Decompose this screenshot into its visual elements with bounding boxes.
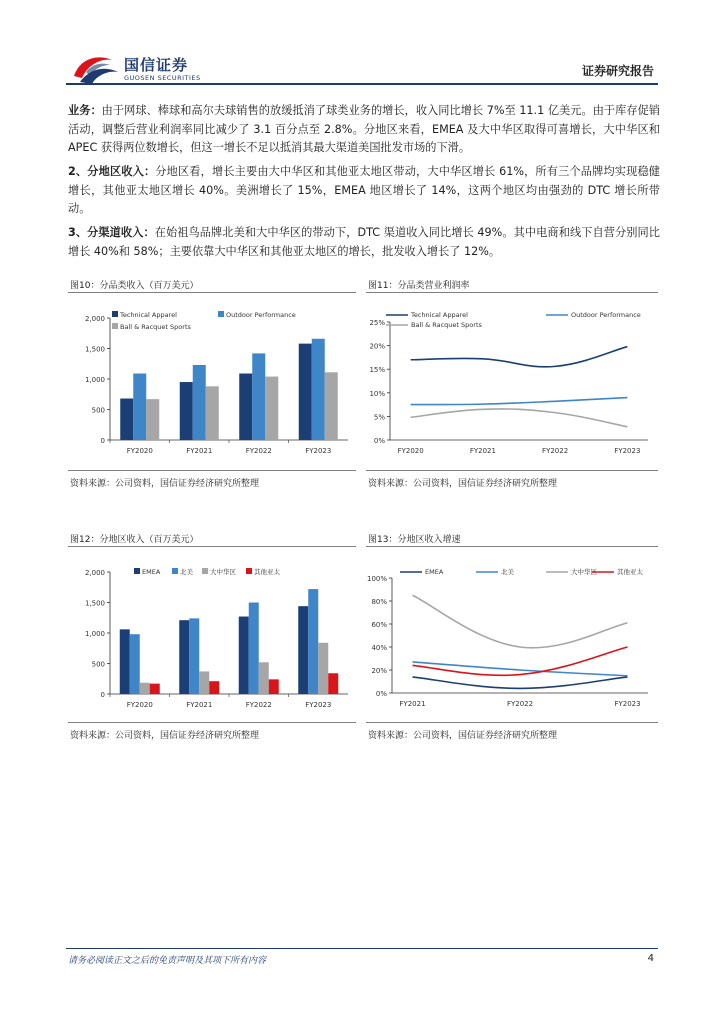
bar [199, 671, 209, 694]
legend-label: 北美 [180, 568, 193, 576]
figure-title-rule [366, 292, 658, 293]
logo-name-en: GUOSEN SECURITIES [124, 74, 201, 82]
legend-swatch [246, 568, 252, 574]
bar [146, 399, 159, 440]
x-tick-label: FY2021 [186, 701, 213, 709]
y-tick-label: 100% [366, 575, 387, 583]
y-tick-label: 5% [373, 413, 385, 422]
x-tick-label: FY2021 [469, 447, 496, 455]
figure-title-rule [68, 546, 356, 547]
y-tick-label: 10% [369, 389, 385, 398]
y-tick-label: 1,500 [84, 345, 105, 354]
y-tick-label: 1,500 [84, 599, 105, 608]
y-tick-label: 2,000 [84, 315, 105, 323]
legend-label: 北美 [501, 568, 514, 576]
legend-label: Ball & Racquet Sports [120, 323, 191, 331]
y-tick-label: 15% [369, 366, 385, 375]
series-line [412, 662, 627, 676]
chart-region-revenue [68, 550, 358, 718]
chart-region-growth [366, 550, 658, 718]
footer-divider [66, 948, 658, 949]
y-tick-label: 0% [373, 437, 385, 445]
header-divider [66, 83, 658, 85]
bar [140, 683, 150, 694]
source-note: 资料来源：公司资料，国信证券经济研究所整理 [368, 479, 558, 489]
x-tick-label: FY2023 [614, 700, 641, 708]
bar [312, 339, 325, 440]
y-tick-label: 20% [371, 667, 387, 675]
legend-label: Technical Apparel [120, 311, 177, 319]
bar [308, 589, 318, 694]
y-tick-label: 500 [91, 660, 105, 669]
y-tick-label: 2,000 [84, 569, 105, 577]
bar [325, 372, 338, 440]
bar [269, 679, 279, 694]
series-line [412, 647, 627, 675]
x-tick-label: FY2023 [614, 447, 641, 455]
y-tick-label: 500 [91, 406, 105, 415]
legend-label: 大中华区 [210, 568, 236, 576]
series-line [411, 398, 628, 405]
bar [130, 634, 140, 694]
bar [328, 673, 338, 694]
page-number: 4 [647, 953, 654, 964]
legend-swatch [218, 311, 224, 317]
figure-bottom-rule [366, 722, 658, 723]
figure-bottom-rule [366, 470, 658, 471]
legend-label: Outdoor Performance [571, 311, 641, 319]
series-line [412, 677, 627, 689]
bar [193, 365, 206, 440]
bar [318, 643, 328, 694]
bar [259, 662, 269, 694]
bar [239, 617, 249, 694]
bar [180, 382, 193, 440]
bar [150, 684, 160, 694]
paragraph-body: 分地区看，增长主要由大中华区和其他亚太地区带动，大中华区增长 61%，所有三个品牌均实现稳健增长，其他亚太地区增长 40%。美洲增长了 15%，EMEA 地区增长了 14%，这两个地区均由强劲的 DTC 增长所带动。 [68, 165, 660, 216]
figure-title: 图10：分品类收入（百万美元） [70, 281, 199, 291]
legend-label: Outdoor Performance [226, 311, 296, 319]
figure-title: 图12：分地区收入（百万美元） [70, 535, 199, 545]
y-tick-label: 0% [375, 690, 387, 698]
x-tick-label: FY2020 [126, 701, 153, 709]
x-tick-label: FY2020 [126, 447, 153, 455]
x-tick-label: FY2023 [305, 701, 332, 709]
x-tick-label: FY2022 [245, 447, 272, 455]
paragraph-business [68, 102, 660, 158]
bar [239, 374, 252, 440]
paragraph-body: 由于网球、棒球和高尔夫球销售的放缓抵消了球类业务的增长，收入同比增长 7%至 11.1 亿美元。由于库存促销活动，调整后营业利润率同比减少了 3.1 百分点至 2.8%。分地区来看，EMEA 及大中华区取得可喜增长，大中华区和 APEC 获得两位数增长，但这一增长不足以抵消其最大渠道美国批发市场的下滑。 [68, 104, 660, 155]
legend-swatch [134, 568, 140, 574]
legend-label: EMEA [425, 568, 444, 576]
y-tick-label: 1,000 [84, 630, 105, 638]
bar [133, 374, 146, 440]
y-tick-label: 60% [371, 621, 387, 629]
legend-label: 大中华区 [571, 568, 597, 576]
footer-disclaimer: 请务必阅读正文之后的免责声明及其项下所有内容 [68, 956, 267, 966]
series-line [411, 347, 628, 367]
bar [179, 620, 189, 694]
x-tick-label: FY2022 [542, 447, 569, 455]
paragraph-channel [68, 224, 660, 261]
logo-name-cn: 国信证券 [124, 56, 189, 74]
y-tick-label: 80% [371, 598, 387, 606]
paragraph-lead: 业务： [68, 104, 102, 117]
paragraph-lead: 3、分渠道收入： [68, 226, 155, 239]
bar [298, 606, 308, 694]
x-tick-label: FY2020 [397, 447, 424, 455]
bar [252, 353, 265, 440]
bar [120, 399, 133, 440]
figure-title: 图11：分品类营业利润率 [368, 281, 470, 291]
chart-category-revenue [68, 296, 358, 464]
logo-mark-icon [72, 52, 120, 86]
source-note: 资料来源：公司资料，国信证券经济研究所整理 [70, 479, 260, 489]
bar [120, 629, 130, 694]
legend-swatch [172, 568, 178, 574]
report-type-label: 证券研究报告 [581, 64, 654, 78]
series-line [411, 409, 628, 427]
legend-label: Ball & Racquet Sports [411, 321, 482, 329]
legend-swatch [112, 323, 118, 329]
x-tick-label: FY2022 [245, 701, 272, 709]
bar [189, 618, 199, 694]
paragraph-region [68, 163, 660, 219]
paragraph-lead: 2、分地区收入： [68, 165, 156, 178]
figure-bottom-rule [68, 722, 356, 723]
y-tick-label: 0 [100, 691, 105, 699]
chart-category-margin [366, 296, 658, 464]
bar [265, 377, 278, 440]
x-tick-label: FY2022 [506, 700, 534, 708]
x-tick-label: FY2021 [399, 700, 426, 708]
y-tick-label: 0 [100, 437, 105, 445]
figure-bottom-rule [68, 470, 356, 471]
figure-title: 图13：分地区收入增速 [368, 535, 461, 545]
paragraph-body: 在始祖鸟品牌北美和大中华区的带动下，DTC 渠道收入同比增长 49%。其中电商和线下自营分别同比增长 40%和 58%；主要依靠大中华区和其他亚太地区的增长，批发收入增长了 12%。 [68, 226, 660, 258]
legend-label: 其他亚太 [617, 568, 643, 576]
y-tick-label: 1,000 [84, 376, 105, 384]
y-tick-label: 25% [369, 319, 385, 327]
x-tick-label: FY2021 [186, 447, 213, 455]
legend-label: EMEA [142, 568, 161, 576]
legend-label: Technical Apparel [411, 311, 468, 319]
source-note: 资料来源：公司资料，国信证券经济研究所整理 [368, 731, 558, 741]
legend-swatch [112, 311, 118, 317]
legend-swatch [202, 568, 208, 574]
figure-title-rule [366, 546, 658, 547]
bar [209, 681, 219, 694]
x-tick-label: FY2023 [305, 447, 332, 455]
y-tick-label: 40% [371, 644, 387, 652]
bar [249, 603, 259, 695]
series-line [412, 595, 627, 648]
bar [206, 386, 219, 440]
legend-label: 其他亚太 [254, 568, 280, 576]
bar [299, 344, 312, 440]
figure-title-rule [68, 292, 356, 293]
y-tick-label: 20% [369, 342, 385, 351]
source-note: 资料来源：公司资料，国信证券经济研究所整理 [70, 731, 260, 741]
